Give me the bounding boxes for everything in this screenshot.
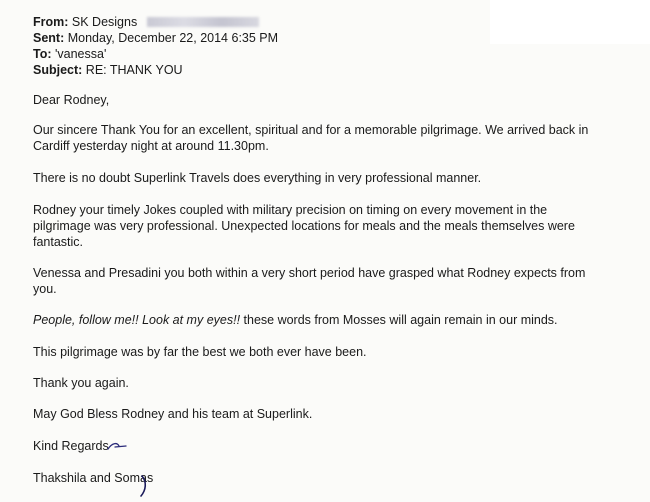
paragraph-1-line-2: Cardiff yesterday night at around 11.30pm. xyxy=(33,139,269,153)
paragraph-2: There is no doubt Superlink Travels does everything in very professional manner. xyxy=(33,171,482,185)
quote-rest: these words from Mosses will again remain in our minds. xyxy=(240,313,558,327)
to-label: To: xyxy=(33,47,52,61)
paragraph-5 xyxy=(33,312,558,329)
paragraph-3-line-3: fantastic. xyxy=(33,235,84,249)
paragraph-3-line-1: Rodney your timely Jokes coupled with military precision on timing on every movement in the xyxy=(33,203,548,217)
sent-value: Monday, December 22, 2014 6:35 PM xyxy=(67,31,279,45)
from-label: From: xyxy=(33,15,69,29)
sent-row xyxy=(33,30,278,46)
redacted-email-address xyxy=(147,17,259,27)
closing: Kind Regards xyxy=(33,439,109,453)
from-row xyxy=(33,14,278,30)
quote-italic: People, follow me!! Look at my eyes!! xyxy=(33,313,241,327)
paragraph-3-line-2: pilgrimage was very professional. Unexpected locations for meals and the meals themselves were xyxy=(33,219,575,233)
email-header xyxy=(33,14,278,78)
paragraph-7: Thank you again. xyxy=(33,376,129,390)
paragraph-4-line-2: you. xyxy=(33,282,57,296)
subject-label: Subject: xyxy=(33,63,83,77)
paragraph-4-line-1: Venessa and Presadini you both within a very short period have grasped what Rodney expects from xyxy=(33,266,586,280)
subject-row xyxy=(33,62,278,78)
to-value: 'vanessa' xyxy=(55,47,107,61)
handwritten-mark-icon xyxy=(105,438,129,454)
handwritten-stroke-icon xyxy=(138,474,150,500)
from-value: SK Designs xyxy=(71,15,138,29)
blank-corner xyxy=(490,0,650,44)
signature-names: Thakshila and Somas xyxy=(33,471,154,485)
sent-label: Sent: xyxy=(33,31,65,45)
paragraph-1-line-1: Our sincere Thank You for an excellent, spiritual and for a memorable pilgrimage. We arrived back in xyxy=(33,123,589,137)
paragraph-8: May God Bless Rodney and his team at Superlink. xyxy=(33,407,313,421)
paragraph-6: This pilgrimage was by far the best we both ever have been. xyxy=(33,345,367,359)
subject-value: RE: THANK YOU xyxy=(85,63,183,77)
to-row xyxy=(33,46,278,62)
greeting: Dear Rodney, xyxy=(33,93,110,107)
